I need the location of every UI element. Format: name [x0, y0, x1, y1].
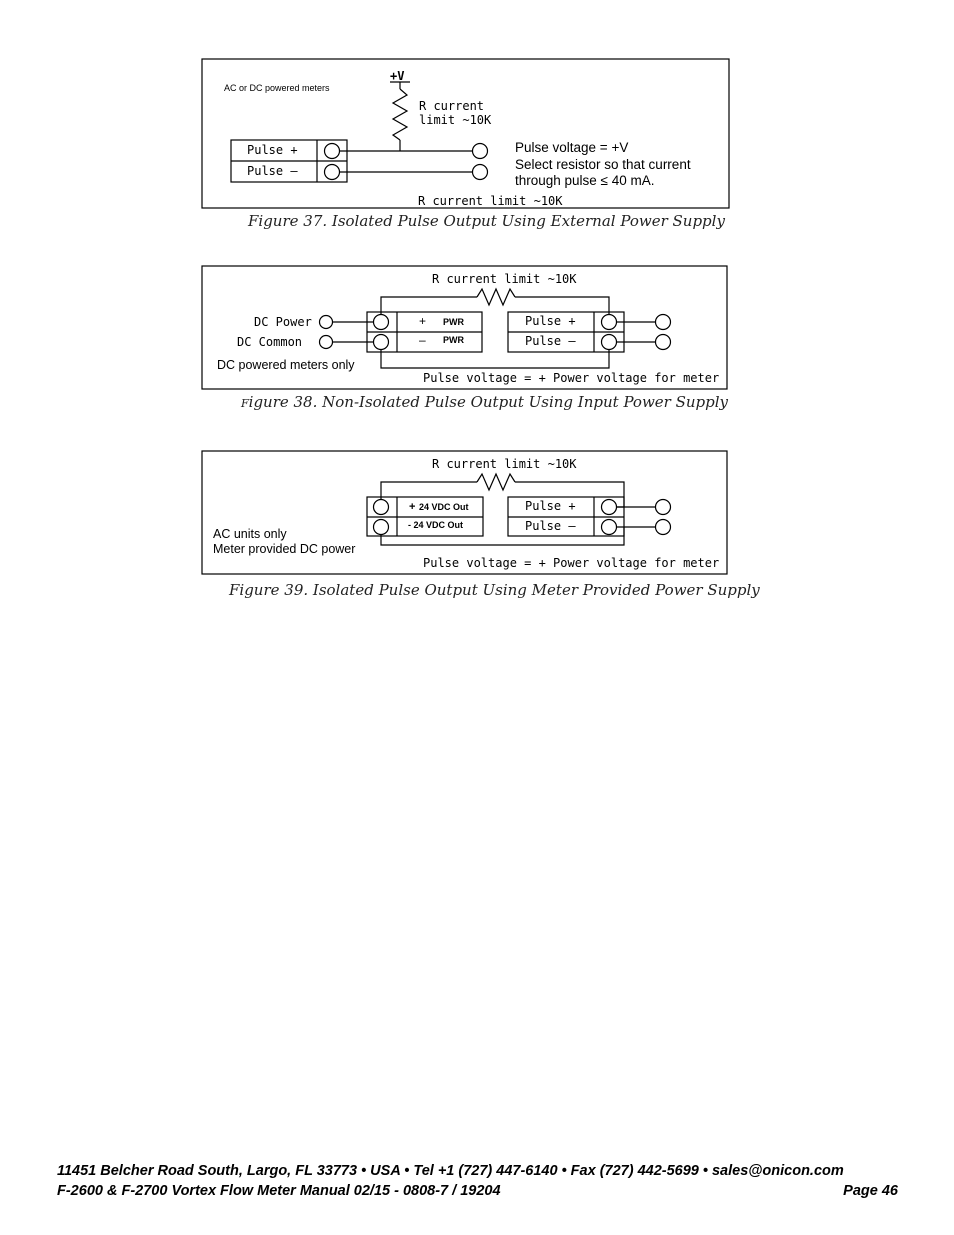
footer-page-number: Page 46 — [843, 1183, 898, 1199]
fig37-resistor — [393, 89, 407, 140]
fig39-output-minus — [656, 520, 671, 535]
fig38-caption-prefix: F — [241, 397, 249, 410]
fig37-caption: Figure 37. Isolated Pulse Output Using External Power Supply — [248, 212, 725, 230]
fig38-dc-common-label: DC Common — [237, 335, 303, 349]
footer-address: 11451 Belcher Road South, Largo, FL 33773 • USA • Tel +1 (727) 447-6140 • Fax (727) 442-5699 • sales@onicon.com — [57, 1163, 844, 1179]
fig37-desc-3: through pulse ≤ 40 mA. — [515, 173, 655, 188]
fig37-desc-2: Select resistor so that current — [515, 157, 691, 172]
fig39-vdc-plus-label: 24 VDC Out — [419, 502, 469, 512]
fig38-resistor-label: R current limit ~10K — [432, 272, 577, 286]
fig38-dc-common-terminal — [320, 336, 333, 349]
fig38-output-minus — [656, 335, 671, 350]
fig37-pulse-minus-label: Pulse – — [247, 164, 298, 178]
fig37-resistor-label-2: limit ~10K — [419, 113, 492, 127]
fig37-pulse-plus-label: Pulse + — [247, 143, 298, 157]
footer-manual: F-2600 & F-2700 Vortex Flow Meter Manual 02/15 - 0808-7 / 19204 — [57, 1183, 501, 1199]
fig37-bottom-label: R current limit ~10K — [418, 194, 563, 208]
fig37-output-minus — [473, 165, 488, 180]
fig39-resistor-label: R current limit ~10K — [432, 457, 577, 471]
fig38-pwr-plus-sign: + — [419, 314, 427, 328]
fig38-resistor — [477, 289, 515, 305]
fig39-note-1: AC units only — [213, 527, 287, 541]
fig39-note-2: Meter provided DC power — [213, 542, 356, 556]
fig39-output-plus — [656, 500, 671, 515]
fig37-desc-1: Pulse voltage = +V — [515, 140, 629, 155]
fig38-pwr-plus-label: PWR — [443, 317, 464, 327]
fig37-output-plus — [473, 144, 488, 159]
fig38-pulse-plus-label: Pulse + — [525, 314, 576, 328]
fig39-resistor — [477, 474, 515, 490]
fig39-vdc-plus-sign: + — [409, 501, 416, 513]
fig37-note: AC or DC powered meters — [224, 83, 330, 93]
fig38-pwr-minus-label: PWR — [443, 335, 464, 345]
fig37-terminal-pulse-minus — [325, 165, 340, 180]
fig39-pulse-plus-label: Pulse + — [525, 499, 576, 513]
fig37-resistor-label-1: R current — [419, 99, 485, 113]
fig38-bottom-label: Pulse voltage = + Power voltage for meter — [423, 371, 720, 385]
fig39-pulse-minus-label: Pulse – — [525, 519, 576, 533]
fig37-terminal-pulse-plus — [325, 144, 340, 159]
fig38-dc-power-terminal — [320, 316, 333, 329]
fig38-caption — [241, 393, 728, 411]
fig38-pulse-minus-label: Pulse – — [525, 334, 576, 348]
fig37-supply-label: +V — [390, 69, 405, 83]
fig39-caption: Figure 39. Isolated Pulse Output Using Meter Provided Power Supply — [229, 581, 760, 599]
fig38-caption-text: igure 38. Non-Isolated Pulse Output Using Input Power Supply — [248, 393, 729, 411]
footer-manual-line — [57, 1183, 898, 1199]
fig38-note: DC powered meters only — [217, 358, 355, 372]
fig38-pwr-minus-sign: – — [419, 333, 426, 347]
fig39-vdc-minus-label: - 24 VDC Out — [408, 520, 464, 530]
fig38-output-plus — [656, 315, 671, 330]
fig39-bottom-label: Pulse voltage = + Power voltage for meter — [423, 556, 720, 570]
fig38-dc-power-label: DC Power — [254, 315, 312, 329]
